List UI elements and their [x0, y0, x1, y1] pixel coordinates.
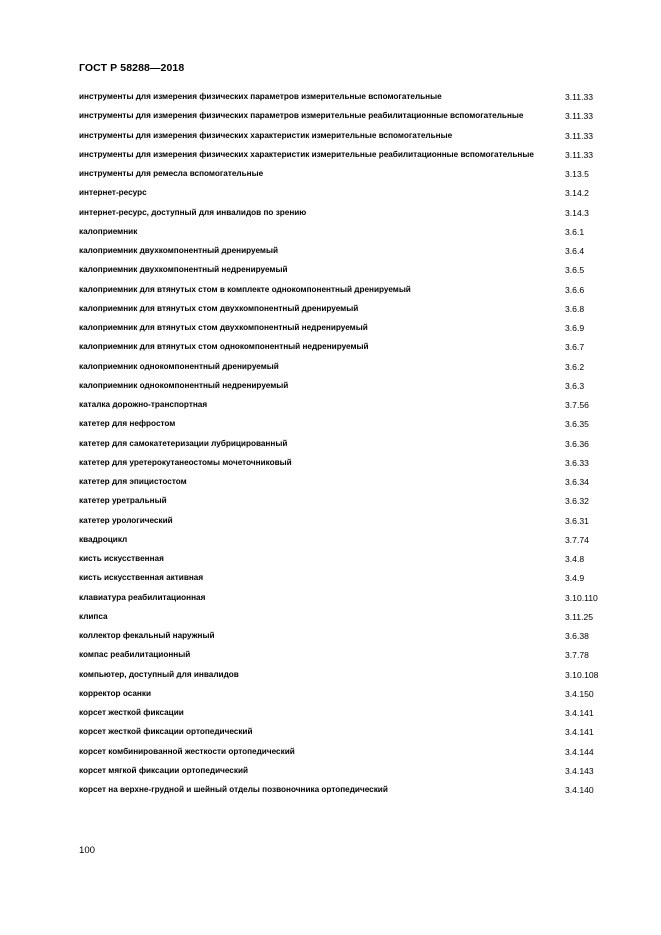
index-ref: 3.6.34: [565, 477, 589, 487]
index-ref: 3.7.78: [565, 650, 589, 661]
index-entry: [79, 573, 619, 583]
index-ref: 3.6.5: [565, 265, 585, 276]
index-ref: 3.6.2: [565, 361, 585, 372]
index-ref: 3.6.1: [565, 226, 585, 237]
index-term: катетер для эпицистостом: [79, 477, 187, 486]
index-ref: 3.11.33: [565, 130, 594, 141]
index-ref: 3.14.3: [565, 207, 589, 218]
index-term: катетер для самокатетеризации лубрицированный: [79, 438, 288, 448]
index-ref: 3.11.33: [565, 149, 594, 160]
index-entry: [79, 650, 619, 660]
index-term: компас реабилитационный: [79, 650, 191, 660]
index-entry: [79, 304, 619, 314]
index-ref: 3.6.7: [565, 342, 585, 353]
index-ref: 3.6.33: [565, 457, 589, 468]
index-ref: 3.6.31: [565, 515, 589, 526]
index-term: корректор осанки: [79, 688, 152, 698]
document-header: ГОСТ Р 58288—2018: [79, 62, 185, 74]
index-term: корсет жесткой фиксации: [79, 708, 184, 717]
index-entry: [79, 381, 619, 391]
index-entry: [79, 265, 619, 275]
index-entry: [79, 689, 619, 699]
index-entry: [79, 208, 619, 218]
index-entry: [79, 458, 619, 468]
index-entry: [79, 670, 619, 680]
index-ref: 3.4.140: [565, 785, 594, 795]
index-list: [79, 92, 619, 804]
index-entry: [79, 419, 619, 429]
index-term: инструменты для измерения физических характеристик измерительные реабилитационные вспомогательные: [79, 149, 534, 159]
index-term: коллектор фекальный наружный: [79, 631, 215, 640]
index-ref: 3.6.38: [565, 631, 589, 641]
index-entry: [79, 92, 619, 102]
page-number: 100: [79, 845, 96, 856]
index-term: клавиатура реабилитационная: [79, 592, 206, 602]
index-term: калоприемник для втянутых стом однокомпонентный недренируемый: [79, 342, 369, 352]
index-entry: [79, 150, 619, 160]
index-term: интернет-ресурс, доступный для инвалидов по зрению: [79, 207, 307, 217]
index-term: корсет на верхне-грудной и шейный отделы позвоночника ортопедический: [79, 785, 388, 794]
index-ref: 3.4.141: [565, 708, 594, 718]
index-ref: 3.4.143: [565, 765, 594, 776]
index-ref: 3.6.32: [565, 496, 589, 507]
index-entry: [79, 612, 619, 622]
index-term: кисть искусственная: [79, 554, 164, 563]
index-term: клипса: [79, 611, 108, 621]
index-term: корсет мягкой фиксации ортопедический: [79, 765, 249, 775]
index-ref: 3.6.36: [565, 438, 589, 449]
index-term: интернет-ресурс: [79, 188, 147, 198]
index-entry: [79, 400, 619, 410]
index-term: кисть искусственная активная: [79, 573, 204, 583]
index-ref: 3.6.8: [565, 303, 585, 314]
index-entry: [79, 766, 619, 776]
index-entry: [79, 708, 619, 718]
index-term: инструменты для измерения физических характеристик измерительные вспомогательные: [79, 130, 453, 140]
index-term: калоприемник для втянутых стом двухкомпонентный недренируемый: [79, 323, 368, 332]
index-term: катетер для нефростом: [79, 419, 176, 429]
index-entry: [79, 747, 619, 757]
index-entry: [79, 131, 619, 141]
index-ref: 3.10.110: [565, 592, 598, 603]
index-entry: [79, 169, 619, 179]
index-ref: 3.10.108: [565, 669, 599, 680]
index-entry: [79, 342, 619, 352]
index-entry: [79, 362, 619, 372]
index-term: квадроцикл: [79, 534, 128, 544]
index-ref: 3.11.33: [565, 92, 594, 102]
index-term: корсет комбинированной жесткости ортопедический: [79, 746, 295, 756]
index-ref: 3.11.25: [565, 611, 594, 622]
index-ref: 3.14.2: [565, 188, 589, 199]
index-entry: [79, 727, 619, 737]
index-entry: [79, 554, 619, 564]
index-entry: [79, 477, 619, 487]
index-ref: 3.11.33: [565, 111, 594, 122]
index-term: калоприемник для втянутых стом в комплекте однокомпонентный дренируемый: [79, 284, 411, 294]
index-ref: 3.4.8: [565, 554, 585, 564]
index-term: корсет жесткой фиксации ортопедический: [79, 727, 253, 737]
index-entry: [79, 285, 619, 295]
index-term: компьютер, доступный для инвалидов: [79, 669, 239, 679]
index-term: калоприемник однокомпонентный недренируемый: [79, 380, 289, 390]
index-ref: 3.6.3: [565, 380, 585, 391]
index-entry: [79, 227, 619, 237]
index-ref: 3.6.35: [565, 419, 589, 430]
index-entry: [79, 535, 619, 545]
index-entry: [79, 111, 619, 121]
index-entry: [79, 631, 619, 641]
index-ref: 3.6.4: [565, 246, 585, 256]
index-term: инструменты для ремесла вспомогательные: [79, 169, 264, 178]
index-term: каталка дорожно-транспортная: [79, 400, 208, 409]
index-ref: 3.6.6: [565, 284, 585, 295]
index-entry: [79, 188, 619, 198]
index-term: катетер уретральный: [79, 496, 167, 506]
index-ref: 3.4.150: [565, 688, 594, 699]
index-entry: [79, 323, 619, 333]
index-ref: 3.7.74: [565, 534, 589, 545]
index-ref: 3.4.144: [565, 746, 594, 757]
index-ref: 3.4.9: [565, 573, 585, 584]
index-entry: [79, 496, 619, 506]
index-term: катетер для уретерокутанеостомы мочеточниковый: [79, 457, 292, 467]
index-ref: 3.6.9: [565, 323, 585, 333]
index-term: калоприемник: [79, 226, 138, 236]
index-entry: [79, 593, 619, 603]
index-term: катетер урологический: [79, 515, 173, 525]
index-ref: 3.4.141: [565, 727, 594, 738]
index-term: инструменты для измерения физических параметров измерительные реабилитационные вспомогательные: [79, 111, 524, 121]
index-entry: [79, 439, 619, 449]
index-term: калоприемник однокомпонентный дренируемый: [79, 361, 279, 371]
index-entry: [79, 785, 619, 795]
index-entry: [79, 516, 619, 526]
index-term: калоприемник двухкомпонентный дренируемый: [79, 246, 278, 255]
index-term: калоприемник для втянутых стом двухкомпонентный дренируемый: [79, 303, 359, 313]
index-entry: [79, 246, 619, 256]
index-ref: 3.7.56: [565, 400, 589, 410]
index-term: калоприемник двухкомпонентный недренируемый: [79, 265, 288, 275]
index-term: инструменты для измерения физических параметров измерительные вспомогательные: [79, 92, 442, 101]
index-ref: 3.13.5: [565, 169, 589, 179]
